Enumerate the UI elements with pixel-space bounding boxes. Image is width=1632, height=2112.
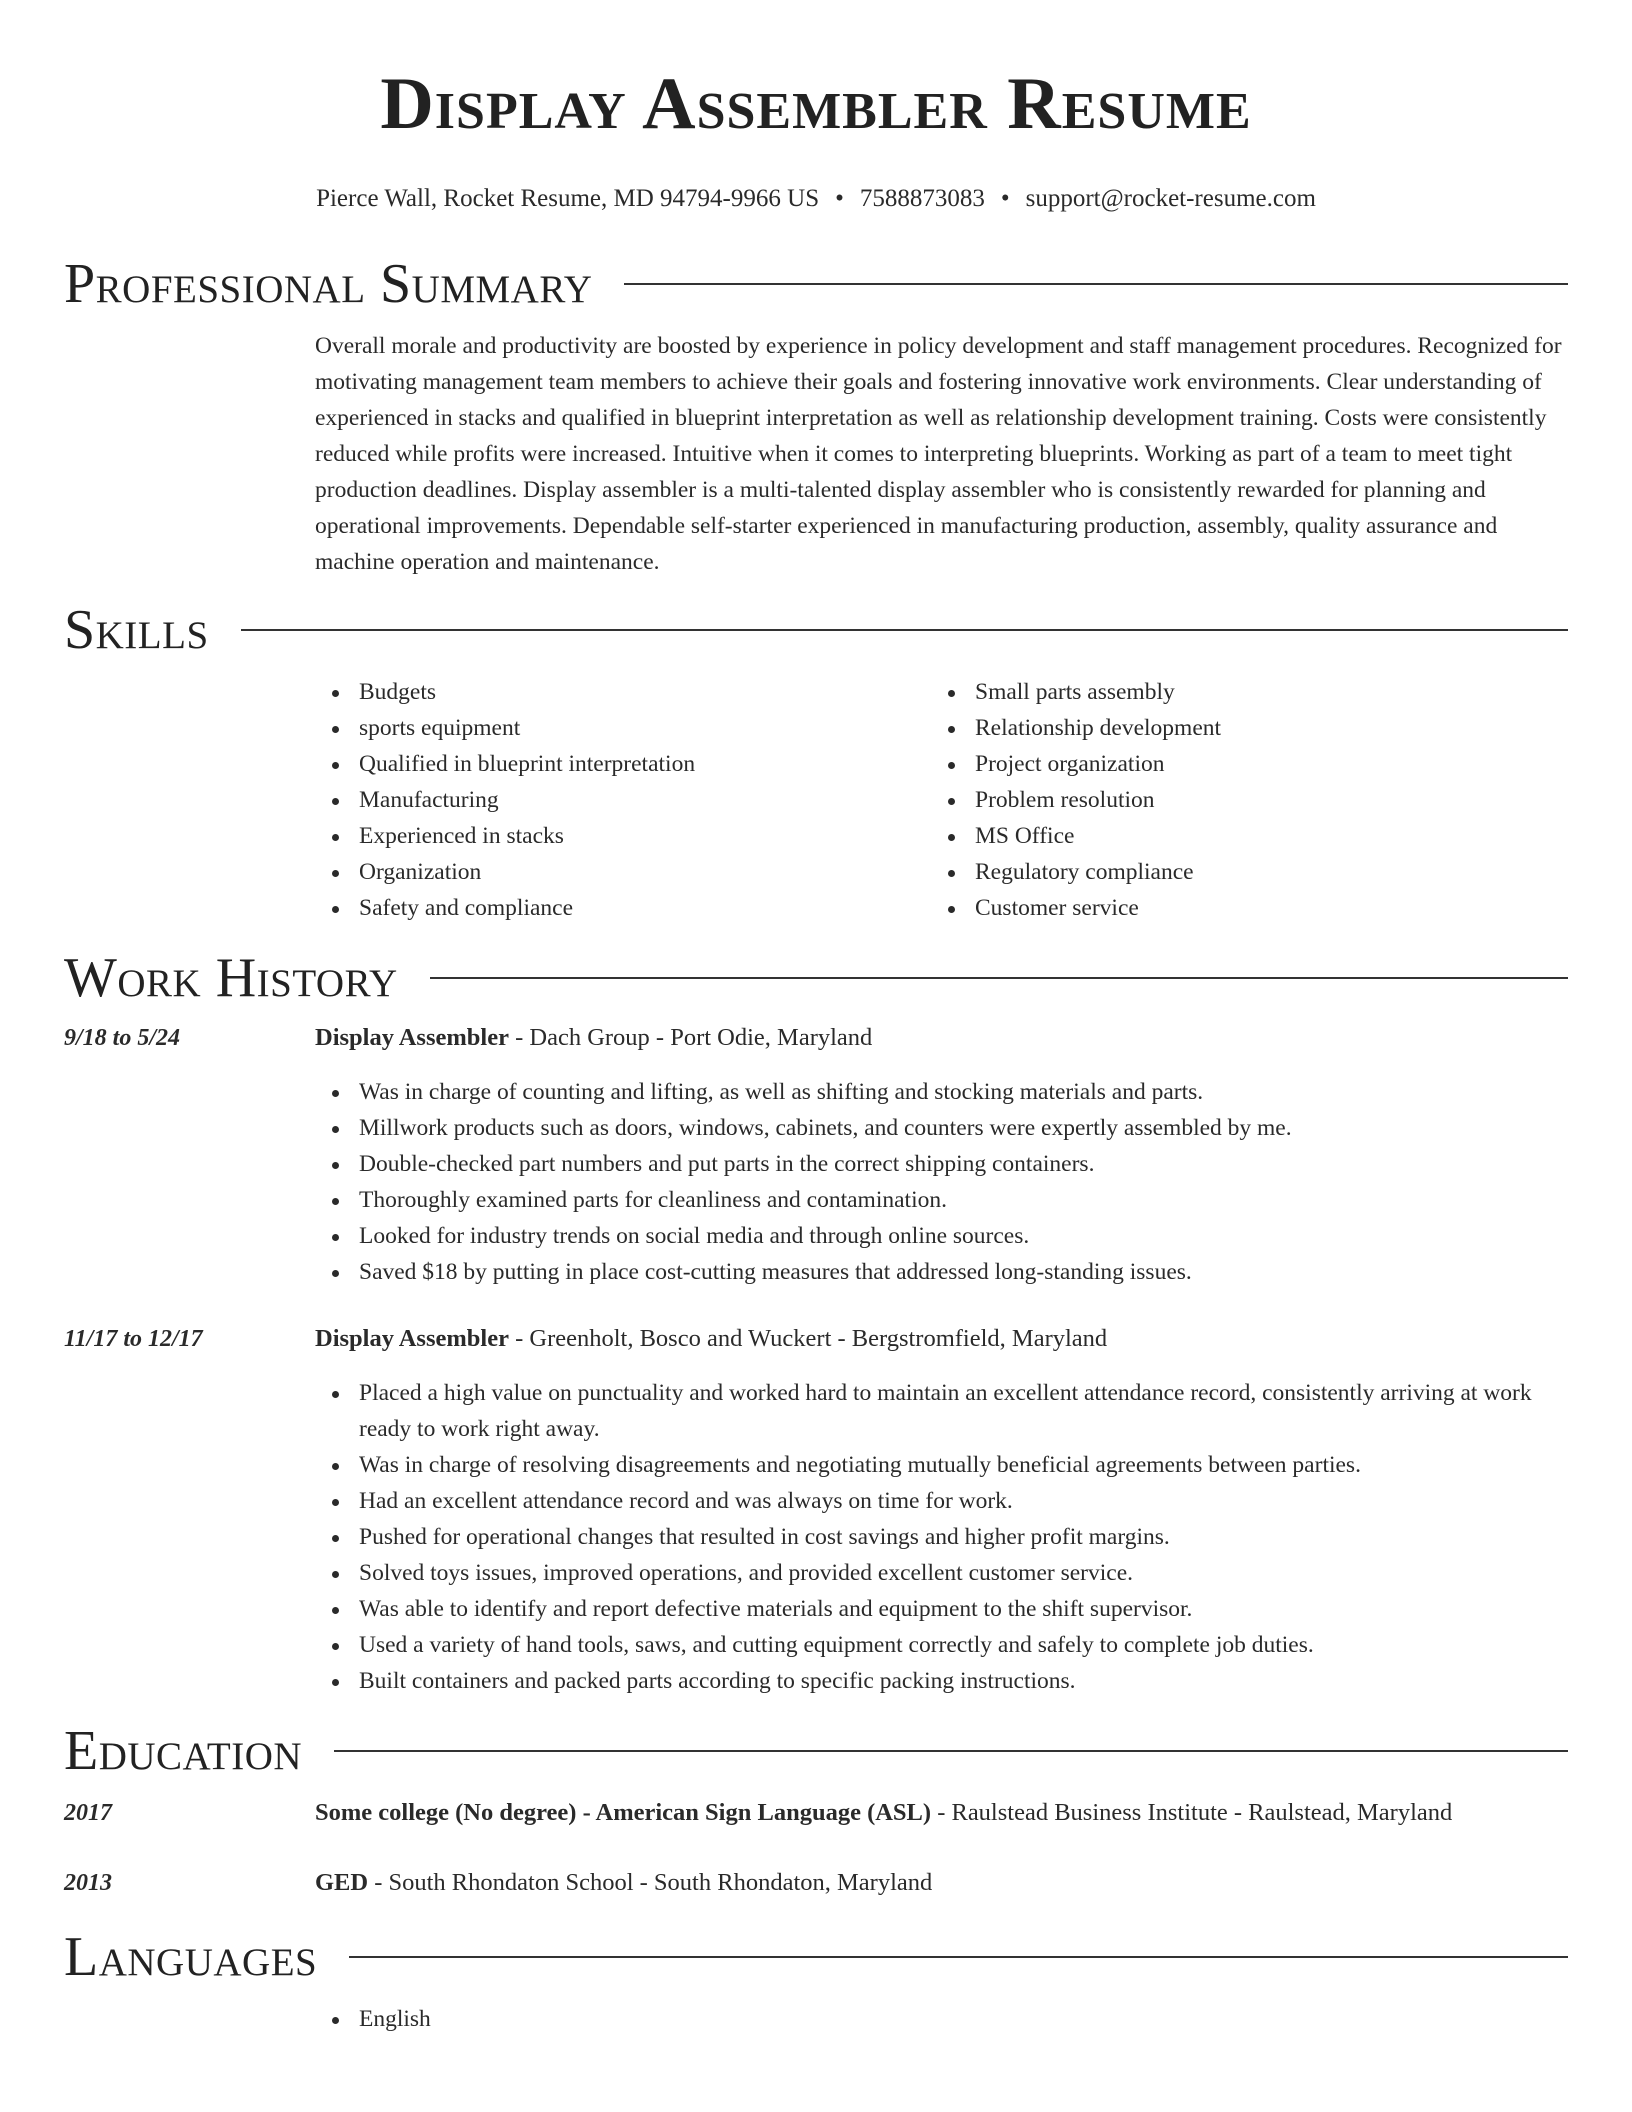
section-rule xyxy=(349,1956,1568,1958)
contact-email: support@rocket-resume.com xyxy=(1025,185,1316,212)
section-rule xyxy=(430,977,1568,979)
section-rule xyxy=(624,283,1568,285)
job-headline xyxy=(315,1020,1568,1056)
job-bullet: Built containers and packed parts according to specific packing instructions. xyxy=(315,1663,1568,1699)
skill-item: Regulatory compliance xyxy=(931,854,1568,890)
job-bullet: Used a variety of hand tools, saws, and cutting equipment correctly and safely to complete job duties. xyxy=(315,1627,1568,1663)
contact-separator: • xyxy=(835,185,844,212)
contact-address: Pierce Wall, Rocket Resume, MD 94794-9966 US xyxy=(316,185,820,212)
skill-item: MS Office xyxy=(931,818,1568,854)
skill-item: Problem resolution xyxy=(931,782,1568,818)
job-bullet: Millwork products such as doors, windows, cabinets, and counters were expertly assembled by me. xyxy=(315,1110,1568,1146)
contact-separator: • xyxy=(1000,185,1010,212)
section-heading-summary xyxy=(64,254,1568,314)
skills-column-left xyxy=(315,674,931,926)
education-headline xyxy=(315,1795,1568,1831)
education-year: 2013 xyxy=(64,1870,112,1896)
section-heading-skills xyxy=(64,600,1568,660)
job-bullet-list xyxy=(315,1375,1568,1699)
contact-line xyxy=(64,182,1568,216)
summary-text: Overall morale and productivity are boosted by experience in policy development and staff management procedures. Recognized for motivating management team members to achieve their goals and fostering innovative work environments. Clear understanding of experienced in stacks and qualified in blueprint interpretation as well as relationship development training. Costs were consistently reduced while profits were increased. Intuitive when it comes to interpreting blueprints. Working as part of a team to meet tight production deadlines. Display assembler is a multi-talented display assembler who is consistently rewarded for planning and operational improvements. Dependable self-starter experienced in manufacturing production, assembly, quality assurance and machine operation and maintenance. xyxy=(315,333,1562,575)
section-heading-work-history xyxy=(64,948,1568,1008)
section-title: Languages xyxy=(64,1926,318,1988)
education-details: - Raulstead Business Institute - Raulstead, Maryland xyxy=(931,1799,1453,1826)
education-headline xyxy=(315,1865,1568,1901)
resume-page xyxy=(64,0,1568,2037)
skill-item: Qualified in blueprint interpretation xyxy=(315,746,931,782)
job-entry xyxy=(64,1020,1568,1290)
skill-item: Small parts assembly xyxy=(931,674,1568,710)
education-entry xyxy=(64,1865,1568,1901)
job-details: - Dach Group - Port Odie, Maryland xyxy=(508,1024,873,1051)
job-bullet-list xyxy=(315,1074,1568,1290)
language-item: English xyxy=(315,2001,1568,2037)
job-bullet: Was able to identify and report defective materials and equipment to the shift supervisor. xyxy=(315,1591,1568,1627)
section-title: Work History xyxy=(64,947,398,1009)
skills-list xyxy=(315,674,1568,926)
section-title: Skills xyxy=(64,599,209,661)
job-bullet: Saved $18 by putting in place cost-cutting measures that addressed long-standing issues. xyxy=(315,1254,1568,1290)
page-title: Display Assembler Resume xyxy=(380,63,1252,145)
job-title: Display Assembler xyxy=(315,1024,509,1051)
job-entry xyxy=(64,1321,1568,1699)
skill-item: Manufacturing xyxy=(315,782,931,818)
section-heading-education xyxy=(64,1721,1568,1781)
skill-item: Relationship development xyxy=(931,710,1568,746)
job-bullet: Was in charge of counting and lifting, as well as shifting and stocking materials and parts. xyxy=(315,1074,1568,1110)
section-title: Professional Summary xyxy=(64,253,593,315)
contact-phone: 7588873083 xyxy=(859,185,985,212)
skill-item: Budgets xyxy=(315,674,931,710)
skill-item: Safety and compliance xyxy=(315,890,931,926)
job-headline xyxy=(315,1321,1568,1357)
education-degree: GED xyxy=(315,1869,369,1896)
languages-bullet-list xyxy=(315,2001,1568,2037)
skills-column-right xyxy=(931,674,1568,926)
job-bullet: Pushed for operational changes that resulted in cost savings and higher profit margins. xyxy=(315,1519,1568,1555)
skill-item: Organization xyxy=(315,854,931,890)
job-bullet: Looked for industry trends on social media and through online sources. xyxy=(315,1218,1568,1254)
section-heading-languages xyxy=(64,1927,1568,1987)
job-bullet: Placed a high value on punctuality and worked hard to maintain an excellent attendance record, consistently arriving at work ready to work right away. xyxy=(315,1375,1568,1447)
section-rule xyxy=(334,1750,1568,1752)
skill-item: Project organization xyxy=(931,746,1568,782)
education-degree: Some college (No degree) - American Sign Language (ASL) xyxy=(315,1799,932,1826)
job-title: Display Assembler xyxy=(315,1325,509,1352)
skill-item: Customer service xyxy=(931,890,1568,926)
job-bullet: Had an excellent attendance record and was always on time for work. xyxy=(315,1483,1568,1519)
job-bullet: Double-checked part numbers and put parts in the correct shipping containers. xyxy=(315,1146,1568,1182)
skill-item: Experienced in stacks xyxy=(315,818,931,854)
job-bullet: Thoroughly examined parts for cleanliness and contamination. xyxy=(315,1182,1568,1218)
job-dates: 11/17 to 12/17 xyxy=(64,1326,203,1352)
job-bullet: Was in charge of resolving disagreements and negotiating mutually beneficial agreements between parties. xyxy=(315,1447,1568,1483)
education-entry xyxy=(64,1795,1568,1831)
skill-item: sports equipment xyxy=(315,710,931,746)
education-year: 2017 xyxy=(64,1800,112,1826)
section-title: Education xyxy=(64,1720,303,1782)
section-rule xyxy=(241,629,1568,631)
job-bullet: Solved toys issues, improved operations, and provided excellent customer service. xyxy=(315,1555,1568,1591)
languages-list xyxy=(315,2001,1568,2037)
education-details: - South Rhondaton School - South Rhondaton, Maryland xyxy=(368,1869,933,1896)
job-dates: 9/18 to 5/24 xyxy=(64,1025,181,1051)
job-details: - Greenholt, Bosco and Wuckert - Bergstromfield, Maryland xyxy=(508,1325,1108,1352)
